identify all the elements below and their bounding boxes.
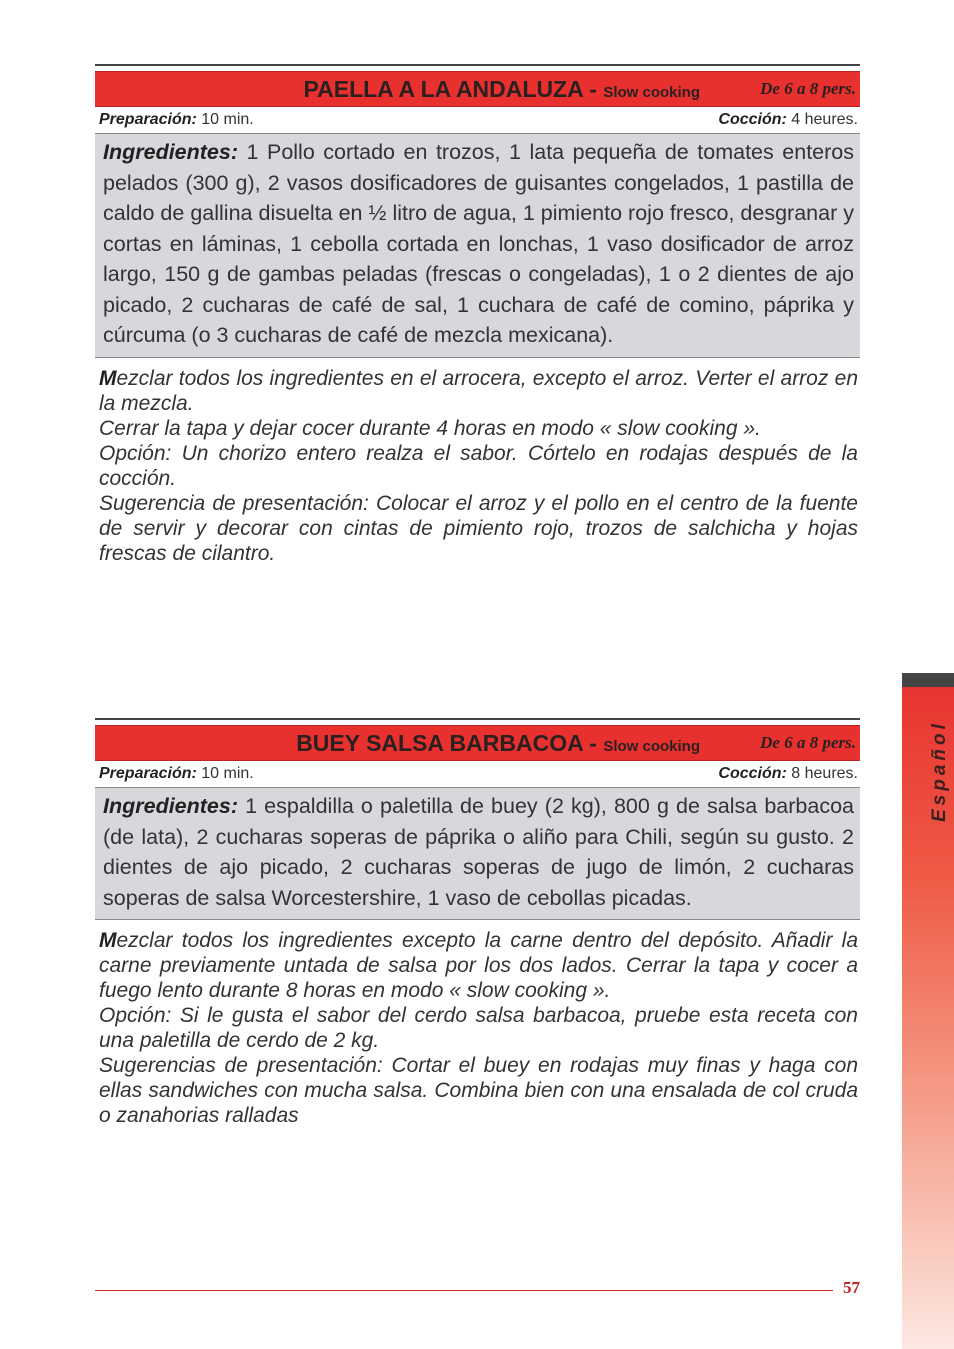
method-paragraph: Cerrar la tapa y dejar cocer durante 4 horas en modo « slow cooking ». [99, 416, 761, 440]
recipe-top-rule [95, 64, 860, 66]
recipe-title [95, 72, 700, 106]
cook-value: 4 heures. [786, 111, 858, 128]
method-first: ezclar todos los ingredientes en el arrocera, excepto el arroz. Verter el arroz en la mezcla. [99, 366, 858, 415]
method-text [95, 920, 860, 1128]
method-paragraph: Sugerencia de presentación: Colocar el arroz y el pollo en el centro de la fuente de servir y decorar con cintas de pimiento rojo, trozos de salchicha y hojas frescas de cilantro. [99, 491, 858, 565]
cook-label: Cocción: [718, 765, 787, 782]
recipe-title-text: BUEY SALSA BARBACOA [296, 730, 583, 756]
recipe-title-bar [95, 71, 860, 107]
footer-rule [95, 1290, 833, 1291]
prep-label: Preparación: [99, 765, 197, 782]
recipe-subtitle: Slow cooking [603, 738, 700, 755]
servings-label: De 6 a 8 pers. [760, 733, 856, 752]
method-first: ezclar todos los ingredientes excepto la carne dentro del depósito. Añadir la carne previamente untada de salsa por los dos lados. Cerrar la tapa y cocer a fuego lento durante 8 horas en modo « slow cooking ». [99, 929, 858, 1002]
prep-time [99, 765, 254, 783]
method-paragraph [99, 366, 858, 416]
ingredients-label: Ingredientes: [103, 140, 238, 164]
method-paragraph: Sugerencias de presentación: Cortar el buey en rodajas muy finas y haga con ellas sandwiches con mucha salsa. Combina bien con una ensalada de col cruda o zanahorias ralladas [99, 1054, 858, 1127]
method-paragraph [99, 928, 858, 1003]
title-dash: - [582, 76, 604, 102]
method-text [95, 358, 860, 566]
recipe-title [95, 726, 700, 760]
cook-time [718, 111, 858, 129]
page-number: 57 [843, 1278, 860, 1297]
prep-value: 10 min. [196, 111, 254, 128]
ingredients-text: 1 Pollo cortado en trozos, 1 lata pequeña de tomates enteros pelados (300 g), 2 vasos dosificadores de guisantes congelados, 1 pastilla de caldo de gallina disuelta en ½ litro de agua, 1 pimiento rojo fresco, desgranar y cortas en láminas, 1 cebolla cortada en lonchas, 1 vaso dosificador de arroz largo, 150 g de gambas peladas (frescas o congeladas), 1 o 2 dientes de ajo picado, 2 cucharas de café de sal, 1 cuchara de café de comino, páprika y cúrcuma (o 3 cucharas de café de mezcla mexicana). [103, 140, 854, 347]
prep-time [99, 111, 254, 129]
prep-label: Preparación: [99, 111, 197, 128]
language-label [905, 712, 953, 822]
drop-cap: M [99, 366, 117, 390]
ingredients-panel [95, 133, 860, 358]
cook-value: 8 heures. [786, 765, 858, 782]
language-tab-bar [902, 673, 954, 687]
recipe-subtitle: Slow cooking [603, 84, 700, 101]
recipe-paella [95, 64, 860, 566]
method-paragraph: Opción: Si le gusta el sabor del cerdo salsa barbacoa, pruebe esta receta con una paletilla de cerdo de 2 kg. [99, 1004, 858, 1052]
recipe-times [95, 761, 860, 787]
language-label-text: Español [929, 720, 950, 822]
servings-label: De 6 a 8 pers. [760, 79, 856, 98]
ingredients-panel [95, 787, 860, 920]
ingredients-label: Ingredientes: [103, 794, 238, 818]
prep-value: 10 min. [196, 765, 254, 782]
method-paragraph: Opción: Un chorizo entero realza el sabor. Córtelo en rodajas después de la cocción. [99, 441, 858, 490]
recipe-title-bar [95, 725, 860, 761]
recipe-top-rule [95, 718, 860, 720]
drop-cap: M [99, 929, 117, 952]
cook-time [718, 765, 858, 783]
recipe-title-text: PAELLA A LA ANDALUZA [303, 76, 583, 102]
recipe-times [95, 107, 860, 133]
cook-label: Cocción: [718, 111, 787, 128]
title-dash: - [582, 730, 604, 756]
ingredients-text: 1 espaldilla o paletilla de buey (2 kg), 800 g de salsa barbacoa (de lata), 2 cucharas soperas de páprika o aliño para Chili, según su gusto. 2 dientes de ajo picado, 2 cucharas soperas de jugo de limón, 2 cucharas soperas de salsa Worcestershire, 1 vaso de cebollas picadas. [103, 794, 854, 910]
recipe-buey [95, 718, 860, 1128]
